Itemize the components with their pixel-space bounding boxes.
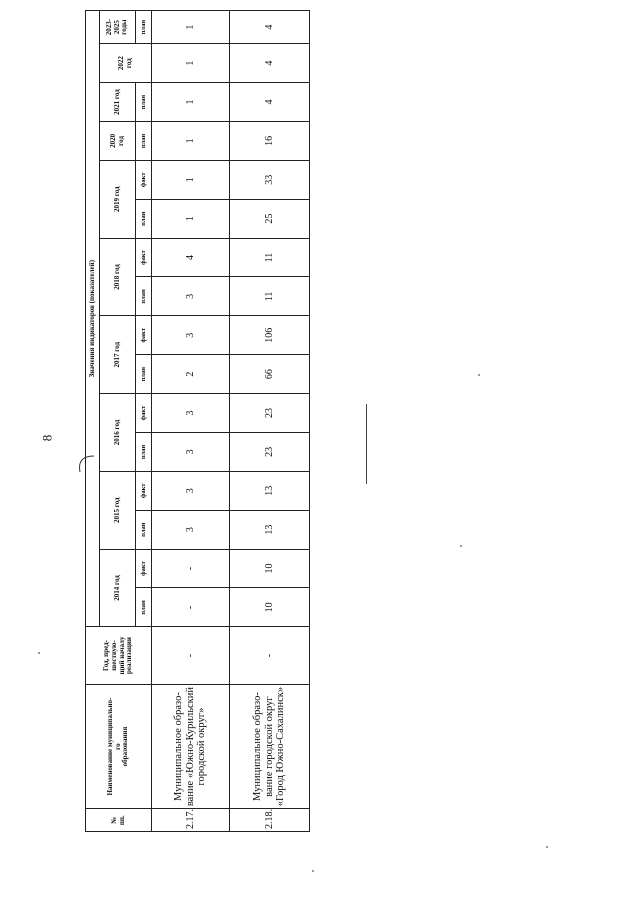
header-year-line2: шествую- (109, 640, 118, 671)
sub-plan-2015: план (136, 510, 152, 549)
indicator-table (85, 10, 310, 832)
cell: 4 (230, 83, 310, 122)
sub-fact-2015: факт (136, 471, 152, 510)
sub-fact-2017: факт (136, 316, 152, 355)
row-prev-year: - (152, 627, 230, 684)
header-2020-line1: 2020 (108, 133, 117, 148)
header-2020-line2: год (116, 136, 125, 146)
sub-fact-2019: факт (136, 160, 152, 199)
speck (312, 870, 314, 872)
indicator-table-sheet (85, 10, 309, 832)
cell: 3 (152, 432, 230, 471)
cell: 4 (230, 11, 310, 44)
header-2023-2025-line2: годы (120, 19, 129, 35)
speck (38, 652, 40, 654)
header-2015: 2015 год (100, 471, 136, 549)
cell: 25 (230, 199, 310, 238)
sub-fact-2014: факт (136, 549, 152, 588)
row-name: Муниципальное образо-вание «Южно-Курильский городской округ» (152, 684, 230, 809)
cell: 3 (152, 277, 230, 316)
header-2020 (100, 121, 136, 160)
sub-plan-2017: план (136, 355, 152, 394)
header-name-line1: Наименование муниципально- (105, 697, 114, 796)
cell: 2 (152, 355, 230, 394)
page-number: 8 (39, 434, 55, 442)
table-row (152, 11, 230, 832)
cell: 23 (230, 394, 310, 433)
cell: 4 (152, 238, 230, 277)
sub-plan-2018: план (136, 277, 152, 316)
header-2023-2025 (100, 11, 136, 44)
cell: 3 (152, 394, 230, 433)
speck (478, 374, 480, 376)
row-num: 2.17. (152, 809, 230, 832)
cell: 3 (152, 471, 230, 510)
cell: 1 (152, 199, 230, 238)
cell: 10 (230, 588, 310, 627)
header-year-line4: реализации (125, 637, 134, 674)
header-2022-line1: 2022 (116, 56, 125, 71)
header-num-text: № пп. (109, 815, 126, 826)
cell: 1 (152, 11, 230, 44)
header-2018: 2018 год (100, 238, 136, 316)
sub-plan-2020: план (136, 121, 152, 160)
cell: 4 (230, 44, 310, 83)
cell: 10 (230, 549, 310, 588)
header-2023-2025-line1: 2023-2025 (104, 18, 121, 36)
header-num (86, 809, 152, 832)
header-indicators: Значения индикаторов (показателей) (86, 11, 100, 627)
cell: 1 (152, 121, 230, 160)
cell: 1 (152, 44, 230, 83)
header-name (86, 684, 152, 809)
header-name-line3: образования (121, 726, 130, 767)
cell: 23 (230, 432, 310, 471)
cell: 66 (230, 355, 310, 394)
speck (460, 545, 462, 547)
speck (546, 846, 548, 848)
cell: 16 (230, 121, 310, 160)
cell: 3 (152, 510, 230, 549)
sub-plan-2019: план (136, 199, 152, 238)
header-prev-year (86, 627, 152, 684)
header-2017: 2017 год (100, 316, 136, 394)
sub-plan-2023-2025: план (136, 11, 152, 44)
header-2016: 2016 год (100, 394, 136, 472)
header-2021: 2021 год (100, 83, 136, 122)
cell: 106 (230, 316, 310, 355)
cell: 1 (152, 160, 230, 199)
header-2022 (100, 44, 152, 83)
sub-plan-2014: план (136, 588, 152, 627)
cell: 3 (152, 316, 230, 355)
sub-fact-2018: факт (136, 238, 152, 277)
cell: - (152, 549, 230, 588)
table-row (230, 11, 310, 832)
cell: 13 (230, 510, 310, 549)
header-2014: 2014 год (100, 549, 136, 627)
cell: 11 (230, 277, 310, 316)
sub-fact-2016: факт (136, 394, 152, 433)
cell: - (152, 588, 230, 627)
row-prev-year: - (230, 627, 310, 684)
cell: 1 (152, 83, 230, 122)
cell: 11 (230, 238, 310, 277)
header-name-line2: го (113, 743, 122, 750)
header-year-line3: щий началу (117, 636, 126, 675)
header-2019: 2019 год (100, 160, 136, 238)
sub-plan-2016: план (136, 432, 152, 471)
row-num: 2.18. (230, 809, 310, 832)
header-2022-line2: год (124, 58, 133, 69)
row-name: Муниципальное образо-вание городской округ «Город Южно-Сахалинск» (230, 684, 310, 809)
cell: 33 (230, 160, 310, 199)
header-year-line1: Год, пред- (102, 640, 111, 672)
cell: 13 (230, 471, 310, 510)
sub-plan-2021: план (136, 83, 152, 122)
pen-mark (366, 404, 367, 484)
